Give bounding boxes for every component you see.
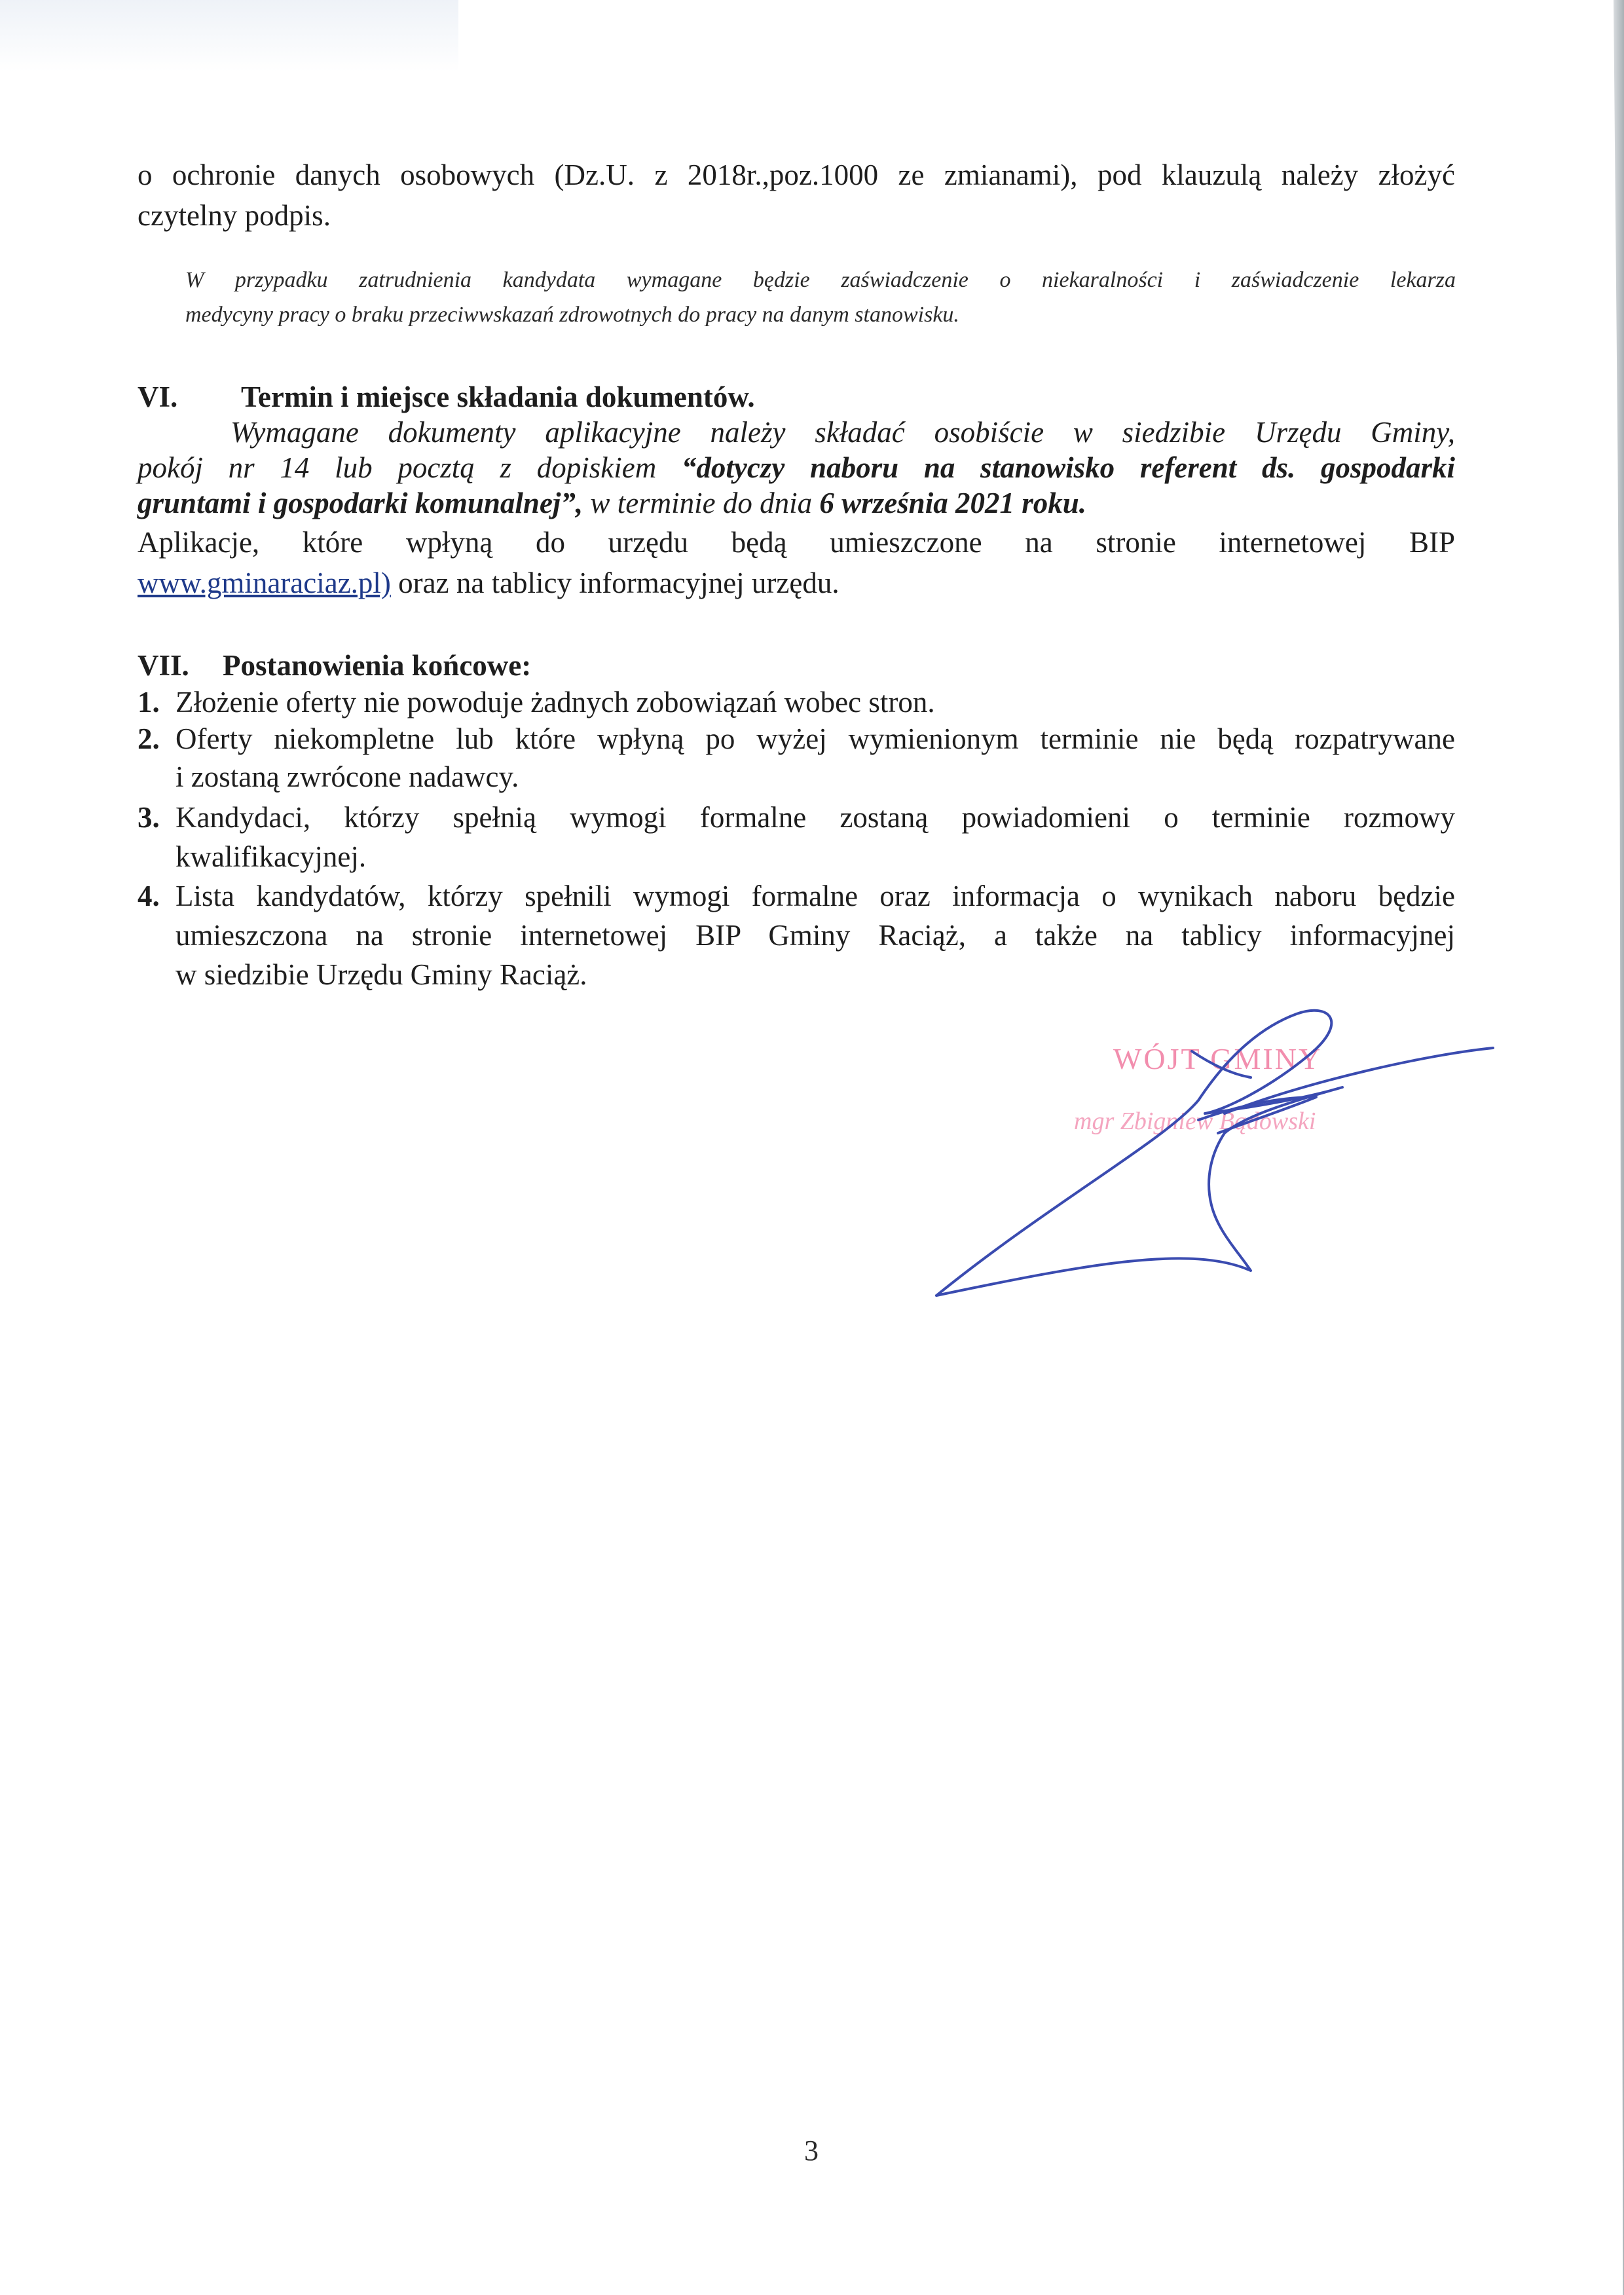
note-line-1: W przypadku zatrudnienia kandydata wymagane będzie zaświadczenie o niekaralności i zaświadczenie lekarza	[185, 268, 1456, 292]
list-item-4	[138, 876, 1455, 916]
list-item-4-text-line-1: Lista kandydatów, którzy spełnili wymogi formalne oraz informacja o wynikach naboru będzie	[175, 880, 1455, 912]
list-item-2	[138, 718, 1455, 759]
section-6-p2-line-2	[138, 563, 1455, 603]
section-6-p2-line-1: Aplikacje, które wpłyną do urzędu będą umieszczone na stronie internetowej BIP	[138, 526, 1455, 559]
section-6-title: Termin i miejsce składania dokumentów.	[241, 381, 755, 413]
signature-stroke-cross	[1192, 1051, 1251, 1077]
note-line-2: medycyny pracy o braku przeciwwskazań zdrowotnych do pracy na danym stanowisku.	[185, 303, 959, 327]
list-item-3-text-line-1: Kandydaci, którzy spełnią wymogi formalne zostaną powiadomieni o terminie rozmowy	[175, 801, 1455, 834]
stamp-title: WÓJT GMINY	[1113, 1042, 1323, 1075]
scan-artifact-haze	[0, 0, 458, 72]
section-6-p1-line-2-italic: pokój nr 14 lub pocztą z dopiskiem	[138, 451, 682, 484]
page-number: 3	[804, 2135, 819, 2167]
intro-line-2: czytelny podpis.	[138, 199, 331, 232]
list-item-4-text-line-3: w siedzibie Urzędu Gminy Raciąż.	[175, 958, 587, 991]
bip-website-link[interactable]: www.gminaraciaz.pl)	[138, 567, 391, 599]
list-item-1-text: Złożenie oferty nie powoduje żadnych zobowiązań wobec stron.	[175, 686, 935, 718]
section-6-numeral: VI.	[138, 381, 178, 413]
list-item-4-number: 4.	[138, 880, 160, 912]
section-6-p1-line-2-bold: “dotyczy naboru na stanowisko referent ds. gospodarki	[681, 451, 1455, 484]
list-item-2-number: 2.	[138, 722, 160, 755]
list-item-3-number: 3.	[138, 801, 160, 834]
section-6-p1-line-2	[138, 447, 1455, 488]
section-7-title: Postanowienia końcowe:	[223, 649, 532, 682]
list-item-2-text-line-2: i zostaną zwrócone nadawcy.	[175, 760, 519, 793]
section-6-heading	[138, 377, 1455, 417]
list-item-1	[138, 682, 1455, 722]
signature	[917, 982, 1506, 1323]
list-item-4-text-line-2: umieszczona na stronie internetowej BIP Gminy Raciąż, a także na tablicy informacyjnej	[175, 919, 1455, 952]
section-6-p1-line-3	[138, 483, 1455, 523]
intro-line-1: o ochronie danych osobowych (Dz.U. z 2018r.,poz.1000 ze zmianami), pod klauzulą należy złożyć	[138, 159, 1455, 191]
section-6-p1-line-1: Wymagane dokumenty aplikacyjne należy składać osobiście w siedzibie Urzędu Gminy,	[231, 416, 1455, 449]
list-item-2-text-line-1: Oferty niekompletne lub które wpłyną po wyżej wymienionym terminie nie będą rozpatrywane	[175, 722, 1455, 755]
section-6-p2-rest: oraz na tablicy informacyjnej urzędu.	[390, 567, 840, 599]
scan-edge-shadow	[1614, 0, 1624, 2295]
signature-stroke-main-loop	[936, 1011, 1342, 1296]
section-7-heading	[138, 645, 1455, 686]
section-7-numeral: VII.	[138, 649, 189, 682]
list-item-3	[138, 797, 1455, 838]
list-item-3-text-line-2: kwalifikacyjnej.	[175, 840, 367, 873]
section-6-deadline-lead: w terminie do dnia	[583, 487, 820, 519]
section-6-deadline-date: 6 września 2021 roku.	[819, 487, 1086, 519]
stamp-name: mgr Zbigniew Bądowski	[1074, 1108, 1316, 1135]
section-6-position-name: gruntami i gospodarki komunalnej”,	[138, 487, 583, 519]
list-item-1-number: 1.	[138, 686, 160, 718]
